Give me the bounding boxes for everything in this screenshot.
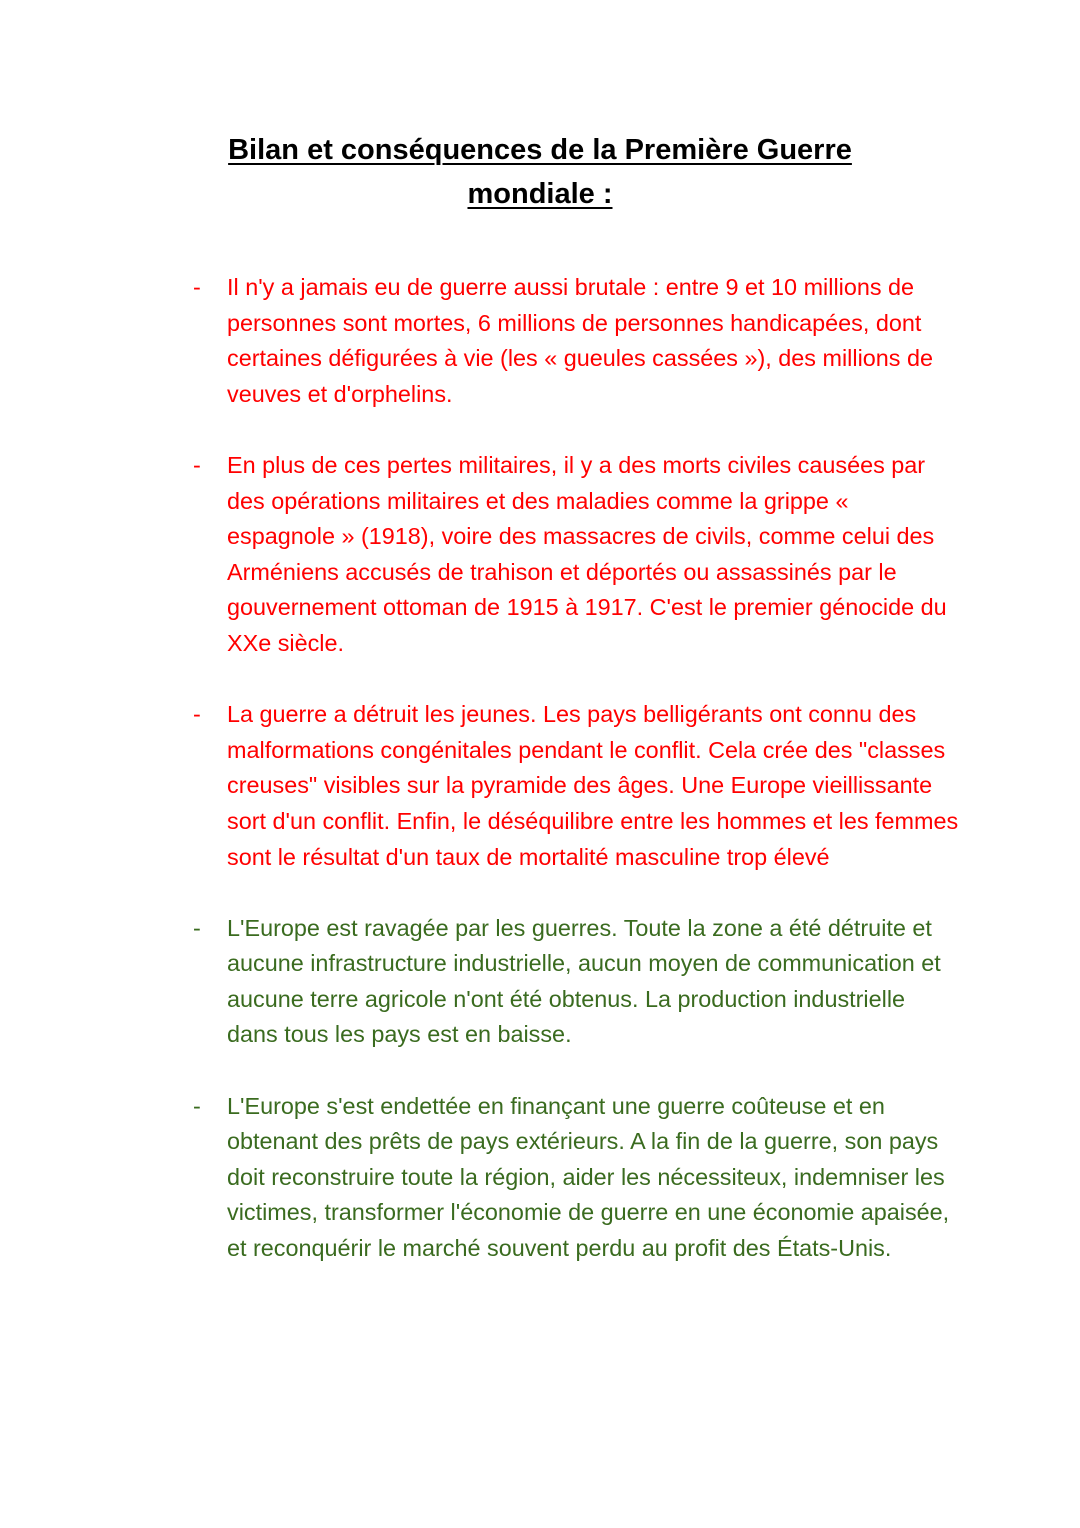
- bullet-item-war-casualties: [190, 270, 960, 412]
- bullet-text: En plus de ces pertes militaires, il y a des morts civiles causées par des opérations militaires et des maladies comme la grippe « espagnole » (1918), voire des massacres de civils, comme celui des Arméniens accusés de trahison et déportés ou assassinés par le gouvernement ottoman de 1915 à 1917. C'est le premier génocide du XXe siècle.: [227, 451, 947, 656]
- bullet-list: [190, 270, 960, 1302]
- bullet-dash: -: [193, 451, 201, 478]
- bullet-item-demography: [190, 697, 960, 875]
- bullet-text: L'Europe est ravagée par les guerres. Toute la zone a été détruite et aucune infrastructure industrielle, aucun moyen de communication et aucune terre agricole n'ont été obtenus. La production industrielle dans tous les pays est en baisse.: [227, 914, 941, 1048]
- bullet-text: L'Europe s'est endettée en finançant une guerre coûteuse et en obtenant des prêts de pays extérieurs. A la fin de la guerre, son pays doit reconstruire toute la région, aider les nécessiteux, indemniser les victimes, transformer l'économie de guerre en une économie apaisée, et reconquérir le marché souvent perdu au profit des États-Unis.: [227, 1092, 950, 1262]
- bullet-text: La guerre a détruit les jeunes. Les pays belligérants ont connu des malformations congénitales pendant le conflit. Cela crée des "classes creuses" visibles sur la pyramide des âges. Une Europe vieillissante sort d'un conflit. Enfin, le déséquilibre entre les hommes et les femmes sont le résultat d'un taux de mortalité masculine trop élevé: [227, 701, 959, 870]
- bullet-dash: -: [193, 914, 201, 941]
- bullet-item-debt: [190, 1089, 960, 1267]
- bullet-text: Il n'y a jamais eu de guerre aussi brutale : entre 9 et 10 millions de personnes sont mortes, 6 millions de personnes handicapées, dont certaines défigurées à vie (les « gueules cassées »), des millions de veuves et d'orphelins.: [227, 274, 933, 407]
- page-title-line-2: mondiale :: [467, 178, 613, 210]
- bullet-dash: -: [193, 1092, 201, 1119]
- page-title: [150, 128, 930, 216]
- bullet-item-civilian-deaths: [190, 448, 960, 662]
- bullet-dash: -: [193, 701, 201, 728]
- bullet-item-destruction: [190, 911, 960, 1053]
- bullet-dash: -: [193, 274, 201, 300]
- page-title-line-1: Bilan et conséquences de la Première Guerre: [228, 134, 852, 166]
